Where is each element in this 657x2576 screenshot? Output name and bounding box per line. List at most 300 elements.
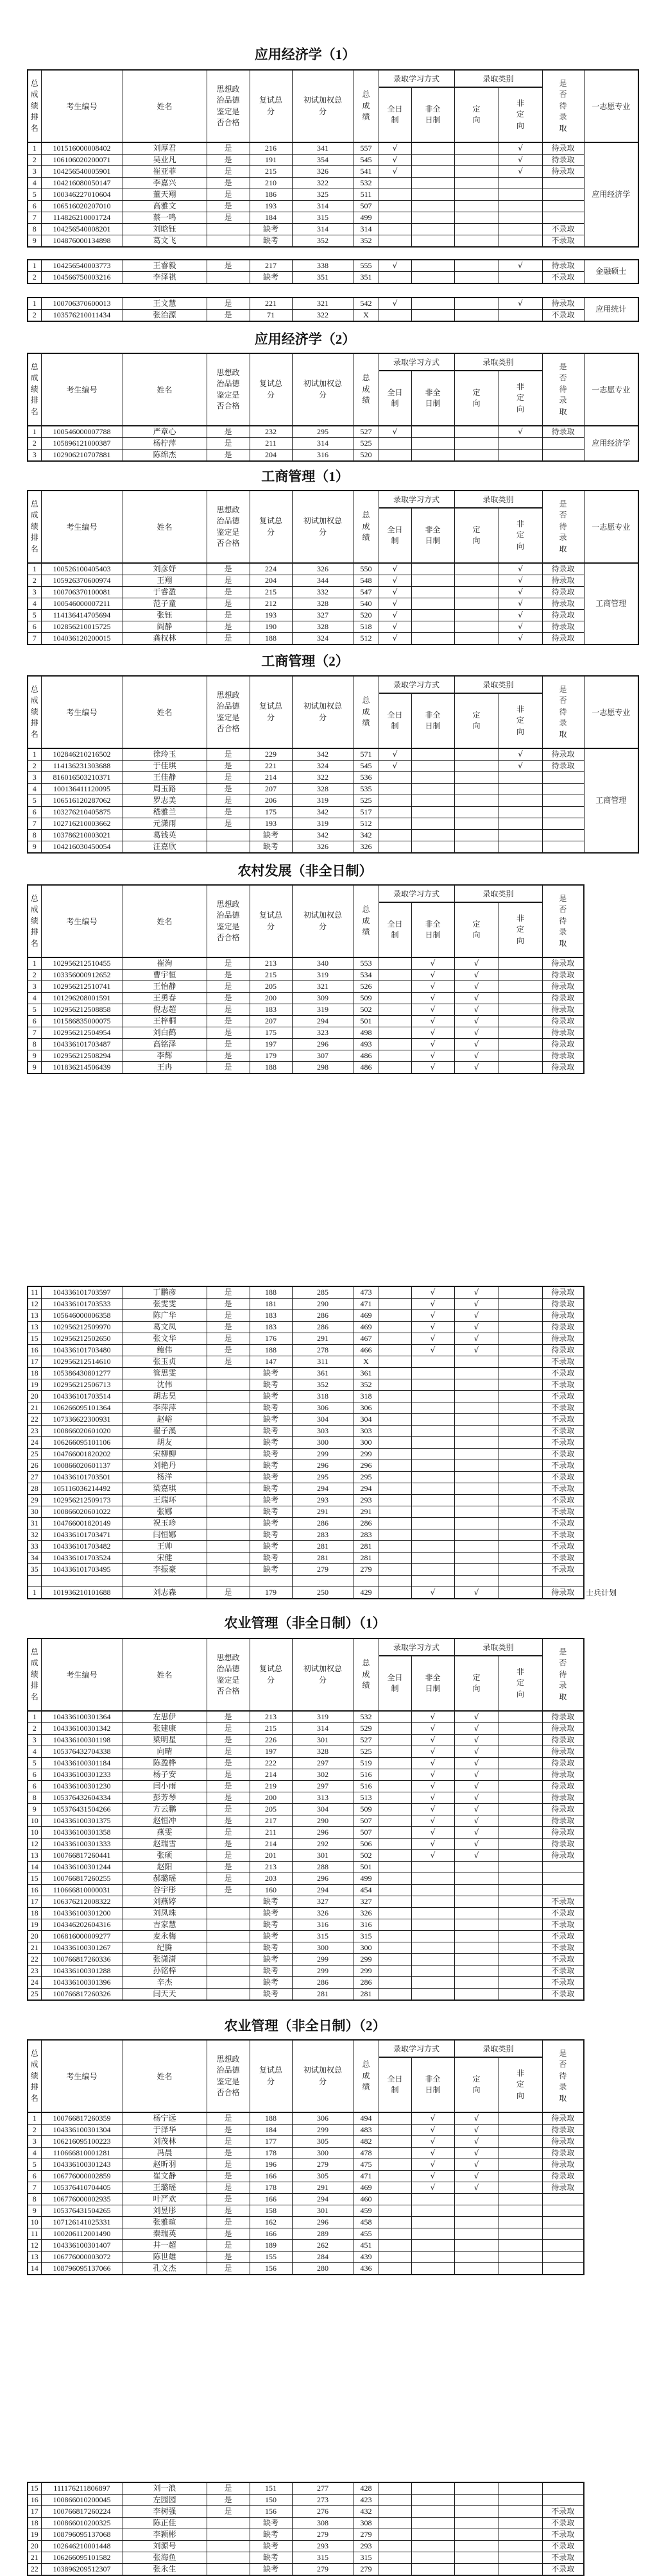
table-body <box>28 748 638 853</box>
cell-nondirected-check: √ <box>499 563 542 575</box>
cell-directed-check <box>454 610 499 621</box>
cell-admission-status: 不录取 <box>542 1506 584 1518</box>
cell-directed-check: √ <box>454 1746 499 1758</box>
cell-total-score: 429 <box>354 1587 379 1599</box>
cell-name: 刘凤珠 <box>123 1908 207 1919</box>
cell-directed-check <box>454 1989 499 2001</box>
cell-fulltime-check <box>379 784 411 795</box>
results-table-wrap <box>27 297 638 322</box>
cell-total-score: 541 <box>354 166 379 178</box>
cell-fulltime-check <box>379 1483 411 1495</box>
section-title: 农业管理（非全日制）（1） <box>224 1615 386 1631</box>
cell-fulltime-check <box>379 1758 411 1769</box>
col-fulltime <box>379 1656 411 1711</box>
cell-parttime-check <box>411 807 454 818</box>
cell-moral-pass <box>207 1564 250 1576</box>
cell-parttime-check <box>411 2495 454 2506</box>
cell-nondirected-check <box>499 272 542 284</box>
cell-directed-check: √ <box>454 2171 499 2182</box>
cell-name: 闫小雨 <box>123 1781 207 1792</box>
cell-initial-weighted-score: 289 <box>292 2228 354 2240</box>
vertical-header-text: 初试加权总分 <box>303 911 342 931</box>
cell-directed-check <box>454 1919 499 1931</box>
table-row <box>28 1004 584 1016</box>
cell-initial-weighted-score: 299 <box>292 1449 354 1460</box>
cell-rank: 19 <box>28 1379 41 1391</box>
cell-moral-pass <box>207 2541 250 2552</box>
cell-admission-status <box>542 1862 584 1873</box>
cell-fulltime-check <box>379 1723 411 1735</box>
cell-parttime-check: √ <box>411 1027 454 1039</box>
cell-retest-score: 缺考 <box>250 1414 292 1426</box>
table-row <box>28 1437 584 1449</box>
cell-initial-weighted-score: 319 <box>292 795 354 807</box>
cell-fulltime-check <box>379 1942 411 1954</box>
cell-name: 叶严欢 <box>123 2194 207 2205</box>
cell-retest-score: 203 <box>250 1873 292 1885</box>
cell-total-score: 469 <box>354 1310 379 1322</box>
cell-candidate-id: 104336101703597 <box>41 1286 123 1299</box>
cell-nondirected-check <box>499 830 542 841</box>
col-nondirected <box>499 371 542 426</box>
cell-total-score: 342 <box>354 830 379 841</box>
vertical-header-text: 总成绩 <box>362 373 370 405</box>
cell-nondirected-check <box>499 1564 542 1576</box>
cell-moral-pass <box>207 1541 250 1553</box>
cell-candidate-id: 104336100301364 <box>41 1711 123 1723</box>
cell-candidate-id: 104766001820202 <box>41 1449 123 1460</box>
table-row <box>28 298 638 310</box>
col-admit <box>542 885 584 957</box>
cell-directed-check <box>454 155 499 166</box>
cell-rank: 14 <box>28 2263 41 2275</box>
cell-admission-status: 待录取 <box>542 1299 584 1310</box>
cell-retest-score: 221 <box>250 761 292 772</box>
table-row <box>28 1919 584 1931</box>
table-body <box>28 1286 584 1599</box>
cell-name: 元潇雨 <box>123 818 207 830</box>
cell-initial-weighted-score: 342 <box>292 807 354 818</box>
cell-candidate-id: 104336100301243 <box>41 2159 123 2171</box>
cell-admission-status: 不录取 <box>542 1977 584 1989</box>
cell-candidate-id: 108796095137068 <box>41 2529 123 2541</box>
cell-total-score: 471 <box>354 1299 379 1310</box>
cell-first-choice-major: 应用经济学 <box>584 426 638 461</box>
cell-initial-weighted-score: 315 <box>292 2552 354 2564</box>
col-nondirected <box>499 87 542 142</box>
cell-total-score: 507 <box>354 201 379 212</box>
col-group-study-mode: 录取学习方式 <box>379 676 454 693</box>
cell-total-score: 527 <box>354 1735 379 1746</box>
cell-fulltime-check <box>379 1735 411 1746</box>
cell-parttime-check: √ <box>411 1310 454 1322</box>
cell-nondirected-check <box>499 1449 542 1460</box>
col-rank <box>28 70 41 142</box>
cell-directed-check <box>454 298 499 310</box>
cell-admission-status <box>542 2240 584 2252</box>
cell-candidate-id: 101296208001591 <box>41 993 123 1004</box>
cell-directed-check: √ <box>454 1322 499 1333</box>
vertical-header-text: 复试总分 <box>259 2066 282 2086</box>
col-group-study-mode: 录取学习方式 <box>379 353 454 371</box>
cell-directed-check: √ <box>454 1050 499 1062</box>
cell-initial-weighted-score: 301 <box>292 2205 354 2217</box>
cell-retest-score: 缺考 <box>250 1896 292 1908</box>
cell-name: 陈广华 <box>123 1310 207 1322</box>
cell-parttime-check <box>411 1553 454 1564</box>
cell-admission-status <box>542 438 584 450</box>
cell-directed-check <box>454 426 499 438</box>
cell-retest-score: 191 <box>250 155 292 166</box>
results-table-wrap <box>27 490 638 645</box>
cell-retest-score: 193 <box>250 818 292 830</box>
table-row <box>28 1426 584 1437</box>
cell-admission-status: 待录取 <box>542 2125 584 2136</box>
cell-moral-pass: 是 <box>207 981 250 993</box>
cell-rank: 1 <box>28 260 41 272</box>
cell-nondirected-check <box>499 1299 542 1310</box>
cell-directed-check <box>454 1576 499 1587</box>
col-fulltime <box>379 371 411 426</box>
cell-rank: 6 <box>28 201 41 212</box>
cell-nondirected-check <box>499 1050 542 1062</box>
col-name: 姓名 <box>123 491 207 563</box>
vertical-header-text: 全日制 <box>387 919 403 939</box>
cell-admission-status: 待录取 <box>542 155 584 166</box>
col-directed <box>454 2057 499 2112</box>
cell-candidate-id: 104876000134898 <box>41 235 123 248</box>
cell-admission-status: 不录取 <box>542 1529 584 1541</box>
cell-directed-check <box>454 2506 499 2518</box>
cell-name: 左园园 <box>123 2495 207 2506</box>
cell-initial-weighted-score: 279 <box>292 1564 354 1576</box>
cell-parttime-check: √ <box>411 1322 454 1333</box>
cell-name: 方云鹏 <box>123 1804 207 1815</box>
cell-retest-score: 213 <box>250 957 292 970</box>
cell-admission-status: 待录取 <box>542 1333 584 1345</box>
cell-moral-pass: 是 <box>207 2205 250 2217</box>
cell-initial-weighted-score: 306 <box>292 2112 354 2125</box>
cell-candidate-id: 102956212510455 <box>41 957 123 970</box>
cell-total-score: 466 <box>354 1345 379 1356</box>
cell-name: 李辉 <box>123 1050 207 1062</box>
cell-rank: 31 <box>28 1518 41 1529</box>
cell-candidate-id: 111176211806897 <box>41 2482 123 2495</box>
vertical-header-text: 思想政治品德鉴定是否合格 <box>216 2054 240 2097</box>
cell-name: 李嘉兴 <box>123 178 207 189</box>
cell-candidate-id: 105646000006358 <box>41 1310 123 1322</box>
cell-nondirected-check <box>499 2495 542 2506</box>
cell-parttime-check: √ <box>411 2159 454 2171</box>
cell-initial-weighted-score: 292 <box>292 1839 354 1850</box>
vertical-header-text: 初试加权总分 <box>303 96 342 116</box>
cell-admission-status: 不录取 <box>542 1989 584 2001</box>
cell-initial-weighted-score: 327 <box>292 610 354 621</box>
cell-candidate-id: 107336622300931 <box>41 1414 123 1426</box>
cell-rank: 13 <box>28 1322 41 1333</box>
cell-rank: 30 <box>28 1506 41 1518</box>
table-row <box>28 260 638 272</box>
cell-rank: 21 <box>28 2552 41 2564</box>
cell-total-score: 283 <box>354 1529 379 1541</box>
cell-rank: 4 <box>28 178 41 189</box>
cell-nondirected-check <box>499 2112 542 2125</box>
cell-directed-check <box>454 1873 499 1885</box>
cell-parttime-check <box>411 1483 454 1495</box>
cell-directed-check: √ <box>454 957 499 970</box>
table-row <box>28 2148 584 2159</box>
cell-rank: 2 <box>28 1723 41 1735</box>
cell-admission-status: 不录取 <box>542 1919 584 1931</box>
cell-nondirected-check <box>499 970 542 981</box>
section-title: 农村发展（非全日制） <box>237 863 373 879</box>
cell-parttime-check: √ <box>411 2112 454 2125</box>
cell-directed-check: √ <box>454 2112 499 2125</box>
col-total <box>354 353 379 426</box>
table-row <box>28 2541 584 2552</box>
cell-moral-pass: 是 <box>207 784 250 795</box>
cell-retest-score: 缺考 <box>250 841 292 854</box>
cell-admission-status <box>542 2252 584 2263</box>
table-row <box>28 2194 584 2205</box>
cell-nondirected-check <box>499 1391 542 1402</box>
cell-admission-status: 待录取 <box>542 1792 584 1804</box>
cell-moral-pass: 是 <box>207 1299 250 1310</box>
table-row <box>28 1781 584 1792</box>
cell-moral-pass: 是 <box>207 1850 250 1862</box>
cell-total-score: 306 <box>354 1402 379 1414</box>
cell-nondirected-check <box>499 1977 542 1989</box>
cell-rank: 6 <box>28 1781 41 1792</box>
col-group-category: 录取类别 <box>454 2040 542 2057</box>
cell-retest-score: 215 <box>250 1723 292 1735</box>
vertical-header-text: 总成绩排名 <box>30 500 38 553</box>
vertical-header-text: 思想政治品德鉴定是否合格 <box>216 84 240 127</box>
cell-total-score: 436 <box>354 2263 379 2275</box>
cell-rank: 9 <box>28 235 41 248</box>
cell-initial-weighted-score: 319 <box>292 970 354 981</box>
cell-initial-weighted-score: 302 <box>292 1769 354 1781</box>
header-row-groups <box>28 885 584 902</box>
col-nondirected <box>499 902 542 957</box>
cell-moral-pass: 是 <box>207 1735 250 1746</box>
cell-admission-status: 不录取 <box>542 272 584 284</box>
cell-candidate-id: 105116036214492 <box>41 1483 123 1495</box>
table-row <box>28 2217 584 2228</box>
cell-directed-check: √ <box>454 970 499 981</box>
table-row <box>28 2136 584 2148</box>
cell-parttime-check: √ <box>411 970 454 981</box>
cell-fulltime-check <box>379 2228 411 2240</box>
cell-moral-pass: 是 <box>207 2136 250 2148</box>
cell-total-score: 467 <box>354 1333 379 1345</box>
results-table <box>27 259 639 284</box>
table-row <box>28 1402 584 1414</box>
vertical-header-text: 非定向 <box>516 913 525 945</box>
table-row <box>28 1379 584 1391</box>
cell-total-score: 483 <box>354 2125 379 2136</box>
cell-candidate-id: 104346202604316 <box>41 1919 123 1931</box>
table-row <box>28 818 638 830</box>
cell-retest-score: 缺考 <box>250 1966 292 1977</box>
cell-admission-status <box>542 450 584 462</box>
cell-fulltime-check <box>379 2171 411 2182</box>
cell-fulltime-check <box>379 2205 411 2217</box>
cell-retest-score <box>250 1576 292 1587</box>
cell-initial-weighted-score: 283 <box>292 1529 354 1541</box>
cell-moral-pass: 是 <box>207 1333 250 1345</box>
cell-initial-weighted-score: 297 <box>292 1758 354 1769</box>
cell-initial-weighted-score: 286 <box>292 1977 354 1989</box>
vertical-header-text: 全日制 <box>387 525 403 545</box>
vertical-header-text: 非定向 <box>516 519 525 551</box>
cell-total-score: 351 <box>354 272 379 284</box>
col-rank <box>28 1638 41 1711</box>
cell-retest-score: 201 <box>250 1850 292 1862</box>
cell-fulltime-check <box>379 1518 411 1529</box>
cell-candidate-id: 105376431504266 <box>41 1804 123 1815</box>
cell-parttime-check <box>411 2194 454 2205</box>
vertical-header-text: 非全日制 <box>425 710 441 730</box>
cell-parttime-check: √ <box>411 1781 454 1792</box>
cell-parttime-check: √ <box>411 1299 454 1310</box>
cell-admission-status: 不录取 <box>542 1564 584 1576</box>
cell-nondirected-check: √ <box>499 598 542 610</box>
cell-nondirected-check <box>499 1954 542 1966</box>
cell-moral-pass: 是 <box>207 2217 250 2228</box>
cell-name: 梁明星 <box>123 1735 207 1746</box>
cell-admission-status <box>542 807 584 818</box>
cell-admission-status: 待录取 <box>542 957 584 970</box>
cell-moral-pass <box>207 1379 250 1391</box>
cell-parttime-check: √ <box>411 1769 454 1781</box>
cell-candidate-id: 104336101703471 <box>41 1529 123 1541</box>
results-table-wrap <box>27 259 638 284</box>
cell-candidate-id: 104336100301233 <box>41 1769 123 1781</box>
cell-rank: 34 <box>28 1553 41 1564</box>
col-group-study-mode: 录取学习方式 <box>379 70 454 87</box>
cell-candidate-id: 114826210001724 <box>41 212 123 224</box>
cell-retest-score: 205 <box>250 981 292 993</box>
col-name: 姓名 <box>123 353 207 426</box>
cell-moral-pass: 是 <box>207 2171 250 2182</box>
cell-admission-status: 待录取 <box>542 748 584 761</box>
cell-nondirected-check <box>499 1483 542 1495</box>
vertical-header-text: 是否待录取 <box>559 79 567 133</box>
cell-nondirected-check <box>499 1587 542 1599</box>
cell-nondirected-check <box>499 2240 542 2252</box>
cell-candidate-id: 101516000008402 <box>41 142 123 155</box>
cell-initial-weighted-score: 300 <box>292 2148 354 2159</box>
cell-moral-pass: 是 <box>207 1587 250 1599</box>
cell-initial-weighted-score: 273 <box>292 2495 354 2506</box>
table-header <box>28 1638 584 1711</box>
cell-admission-status <box>542 2205 584 2217</box>
table-body <box>28 1711 584 2000</box>
cell-parttime-check <box>411 621 454 633</box>
cell-initial-weighted-score: 315 <box>292 212 354 224</box>
cell-fulltime-check <box>379 1050 411 1062</box>
vertical-header-text: 初试加权总分 <box>303 516 342 537</box>
cell-retest-score: 缺考 <box>250 1437 292 1449</box>
cell-directed-check <box>454 575 499 587</box>
cell-fulltime-check <box>379 1541 411 1553</box>
table-row <box>28 224 638 235</box>
col-retest <box>250 70 292 142</box>
cell-rank <box>28 1576 41 1587</box>
cell-admission-status: 待录取 <box>542 761 584 772</box>
cell-parttime-check: √ <box>411 1333 454 1345</box>
cell-total-score: 327 <box>354 1896 379 1908</box>
cell-retest-score: 缺考 <box>250 1402 292 1414</box>
cell-directed-check: √ <box>454 1299 499 1310</box>
cell-nondirected-check <box>499 841 542 854</box>
cell-total-score: 308 <box>354 2518 379 2529</box>
cell-fulltime-check <box>379 1039 411 1050</box>
cell-candidate-id: 104336100301304 <box>41 2125 123 2136</box>
cell-name: 龚权林 <box>123 633 207 645</box>
cell-admission-status: 待录取 <box>542 260 584 272</box>
cell-retest-score: 217 <box>250 260 292 272</box>
cell-parttime-check <box>411 189 454 201</box>
cell-total-score: 557 <box>354 142 379 155</box>
cell-admission-status: 不录取 <box>542 1942 584 1954</box>
cell-moral-pass: 是 <box>207 1356 250 1368</box>
cell-fulltime-check <box>379 2125 411 2136</box>
cell-admission-status: 待录取 <box>542 1286 584 1299</box>
table-row <box>28 155 638 166</box>
cell-fulltime-check <box>379 1873 411 1885</box>
cell-initial-weighted-score: 304 <box>292 1804 354 1815</box>
cell-candidate-id: 104336100301244 <box>41 1862 123 1873</box>
cell-candidate-id: 104336100301407 <box>41 2240 123 2252</box>
table-row <box>28 1746 584 1758</box>
cell-parttime-check <box>411 1356 454 1368</box>
cell-rank: 3 <box>28 981 41 993</box>
col-total <box>354 2040 379 2112</box>
table-row <box>28 1039 584 1050</box>
cell-total-score: 281 <box>354 1541 379 1553</box>
cell-fulltime-check: √ <box>379 426 411 438</box>
cell-parttime-check: √ <box>411 1723 454 1735</box>
vertical-header-text: 非全日制 <box>425 387 441 408</box>
cell-parttime-check <box>411 201 454 212</box>
cell-parttime-check: √ <box>411 993 454 1004</box>
cell-total-score: 296 <box>354 1460 379 1472</box>
cell-nondirected-check: √ <box>499 426 542 438</box>
cell-moral-pass <box>207 1919 250 1931</box>
cell-directed-check: √ <box>454 1804 499 1815</box>
cell-initial-weighted-score: 344 <box>292 575 354 587</box>
col-initial-weighted <box>292 885 354 957</box>
cell-name: 严章心 <box>123 426 207 438</box>
col-fulltime <box>379 902 411 957</box>
cell-nondirected-check <box>499 1746 542 1758</box>
cell-parttime-check: √ <box>411 1746 454 1758</box>
vertical-header-text: 总成绩排名 <box>30 79 38 133</box>
cell-nondirected-check <box>499 1414 542 1426</box>
cell-retest-score: 188 <box>250 1062 292 1074</box>
cell-admission-status: 不录取 <box>542 1495 584 1506</box>
cell-nondirected-check: √ <box>499 575 542 587</box>
cell-fulltime-check <box>379 1711 411 1723</box>
cell-retest-score: 197 <box>250 1039 292 1050</box>
cell-total-score: 516 <box>354 1769 379 1781</box>
cell-initial-weighted-score: 340 <box>292 957 354 970</box>
cell-candidate-id: 103276210405875 <box>41 807 123 818</box>
cell-retest-score: 缺考 <box>250 1518 292 1529</box>
table-row <box>28 1839 584 1850</box>
